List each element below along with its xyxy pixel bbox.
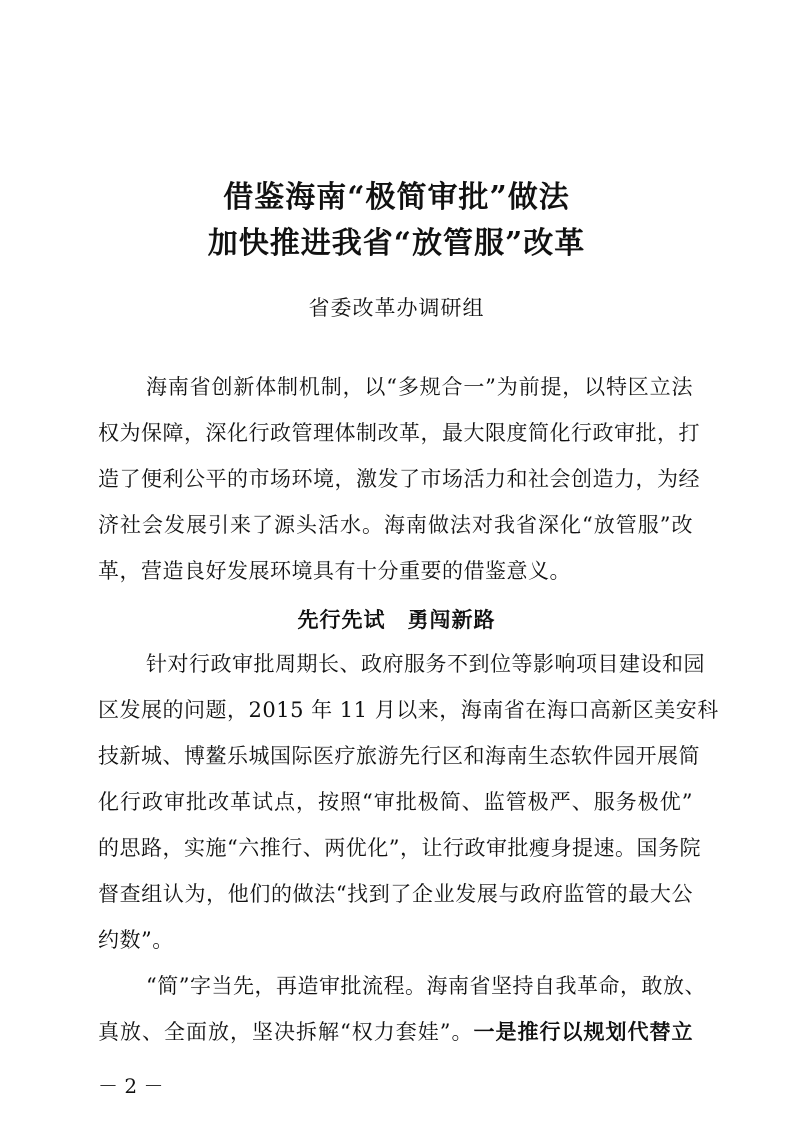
paragraph-1-line-3: 造了便利公平的市场环境，激发了市场活力和社会创造力，为经 [98, 467, 700, 491]
document-title-line-1: 借鉴海南“极简审批”做法 [223, 180, 570, 215]
paragraph-2-line-6: 督查组认为，他们的做法“找到了企业发展与政府监管的最大公 [98, 882, 693, 906]
paragraph-3-line-2-text: 真放、全面放，坚决拆解“权力套娃”。 [98, 1020, 474, 1044]
author-byline: 省委改革办调研组 [308, 296, 485, 320]
paragraph-1-line-4: 济社会发展引来了源头活水。海南做法对我省深化“放管服”改 [98, 513, 693, 537]
page-number: － 2 － [98, 1074, 164, 1098]
paragraph-2-line-7: 约数”。 [98, 928, 174, 952]
paragraph-2-line-1: 针对行政审批周期长、政府服务不到位等影响项目建设和园 [146, 652, 705, 676]
section-heading: 先行先试 勇闯新路 [297, 608, 496, 632]
paragraph-1-line-1: 海南省创新体制机制，以“多规合一”为前提，以特区立法 [146, 375, 693, 399]
paragraph-2-line-4: 化行政审批改革试点，按照“审批极简、监管极严、服务极优” [98, 790, 693, 814]
paragraph-1-line-5: 革，营造良好发展环境具有十分重要的借鉴意义。 [98, 559, 571, 583]
paragraph-2-line-2: 区发展的问题，2015 年 11 月以来，海南省在海口高新区美安科 [98, 698, 719, 722]
paragraph-2-line-3: 技新城、博鳌乐城国际医疗旅游先行区和海南生态软件园开展简 [98, 744, 700, 768]
paragraph-3-line-2 [98, 1018, 693, 1046]
document-title-line-2: 加快推进我省“放管服”改革 [207, 226, 586, 261]
paragraph-2-line-5: 的思路，实施“六推行、两优化”，让行政审批瘦身提速。国务院 [98, 836, 701, 860]
paragraph-3-bold-text: 一是推行以规划代替立 [473, 1019, 693, 1044]
paragraph-3-line-1: “简”字当先，再造审批流程。海南省坚持自我革命，敢放、 [146, 974, 706, 998]
paragraph-1-line-2: 权为保障，深化行政管理体制改革，最大限度简化行政审批，打 [98, 421, 700, 445]
